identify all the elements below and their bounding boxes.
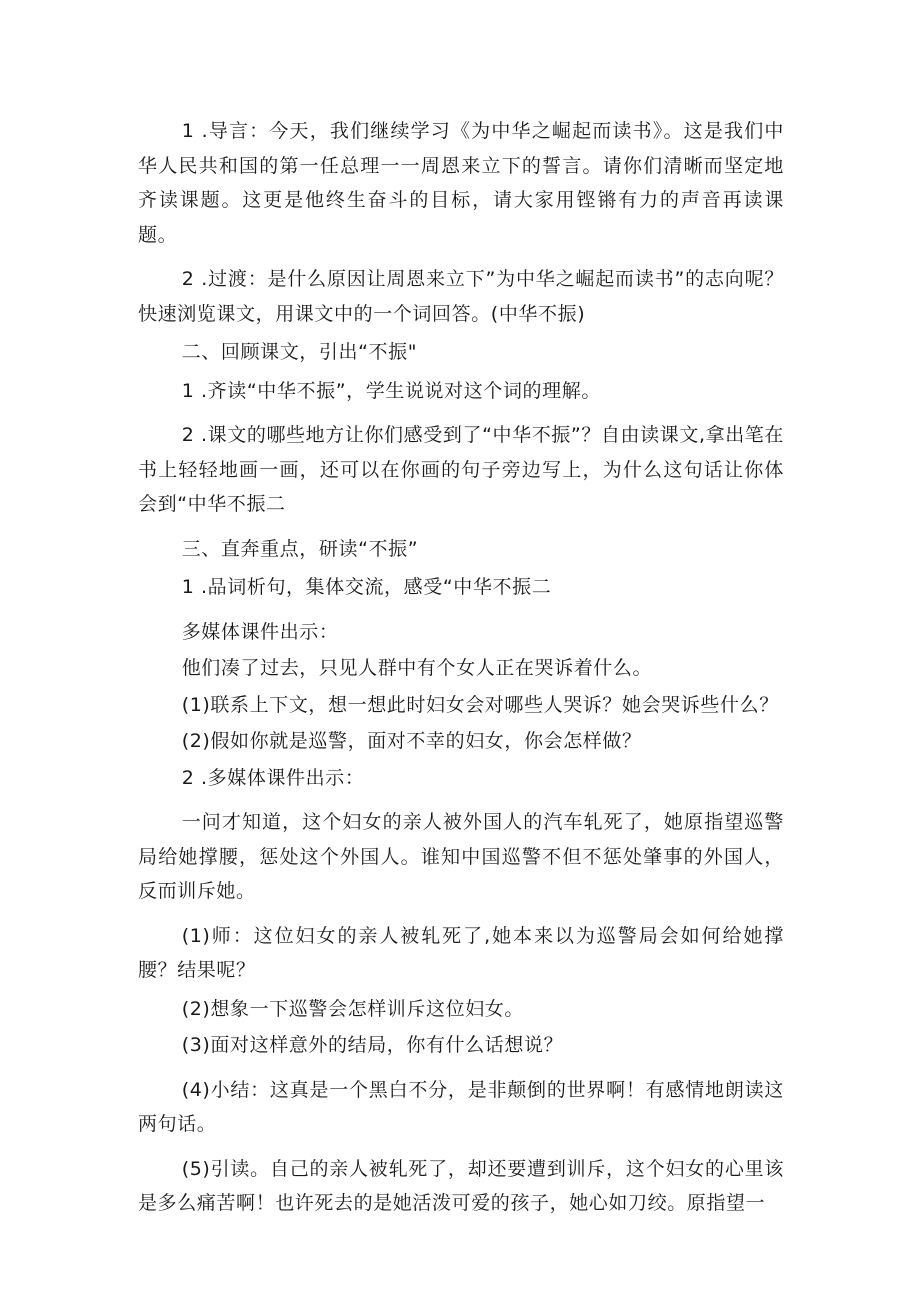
paragraph-find-passages: 2 .课文的哪些地方让你们感受到了“中华不振”？自由读课文,拿出笔在书上轻轻地画一画，还可以在你画的句子旁边写上，为什么这句话让你体会到“中华不振二 — [138, 424, 784, 515]
step-2-imagine: (2)想象一下巡警会怎样训斥这位妇女。 — [181, 997, 525, 1020]
paragraph-introduction: 1 .导言：今天，我们继续学习《为中华之崛起而读书》。这是我们中华人民共和国的第一任总理一一周恩来立下的誓言。请你们清晰而坚定地齐读课题。这更是他终生奋斗的目标，请大家用铿锵有力的声音再读课题。 — [138, 120, 784, 246]
question-1: (1)联系上下文，想一想此时妇女会对哪些人哭诉？她会哭诉些什么？ — [181, 693, 779, 716]
paragraph-multimedia-2: 2 .多媒体课件出示： — [181, 766, 365, 789]
paragraph-quote-accident: 一问才知道，这个妇女的亲人被外国人的汽车轧死了，她原指望巡警局给她撑腰，惩处这个外国人。谁知中国巡警不但不惩处肇事的外国人，反而训斥她。 — [138, 811, 784, 902]
paragraph-multimedia-label: 多媒体课件出示： — [181, 620, 339, 643]
step-1-teacher: (1)师：这位妇女的亲人被轧死了,她本来以为巡警局会如何给她撑腰？结果呢？ — [138, 924, 784, 981]
section-heading-review: 二、回顾课文，引出“不振" — [181, 341, 418, 363]
paragraph-read-together: 1 .齐读“中华不振”，学生说说对这个词的理解。 — [181, 379, 601, 402]
paragraph-transition: 2 .过渡：是什么原因让周恩来立下”为中华之崛起而读书”的志向呢？快速浏览课文，用课文中的一个词回答。(中华不振) — [138, 268, 784, 325]
paragraph-quote-crowd: 他们凑了过去，只见人群中有个女人正在哭诉着什么。 — [181, 657, 653, 679]
step-5-guided-reading: (5)引读。自己的亲人被轧死了，却还要遭到训斥，这个妇女的心里该是多么痛苦啊！也许死去的是她活泼可爱的孩子，她心如刀绞。原指望一 — [138, 1157, 784, 1214]
step-3-reaction: (3)面对这样意外的结局，你有什么话想说？ — [181, 1034, 564, 1056]
question-2: (2)假如你就是巡警，面对不幸的妇女，你会怎样做？ — [181, 730, 642, 752]
paragraph-word-analysis: 1 .品词析句，集体交流，感受“中华不振二 — [181, 576, 552, 598]
document-body — [138, 114, 784, 1221]
step-4-summary: (4)小结：这真是一个黑白不分，是非颠倒的世界啊！有感情地朗读这两句话。 — [138, 1078, 784, 1135]
section-heading-focus: 三、直奔重点，研读“不振” — [181, 537, 419, 560]
